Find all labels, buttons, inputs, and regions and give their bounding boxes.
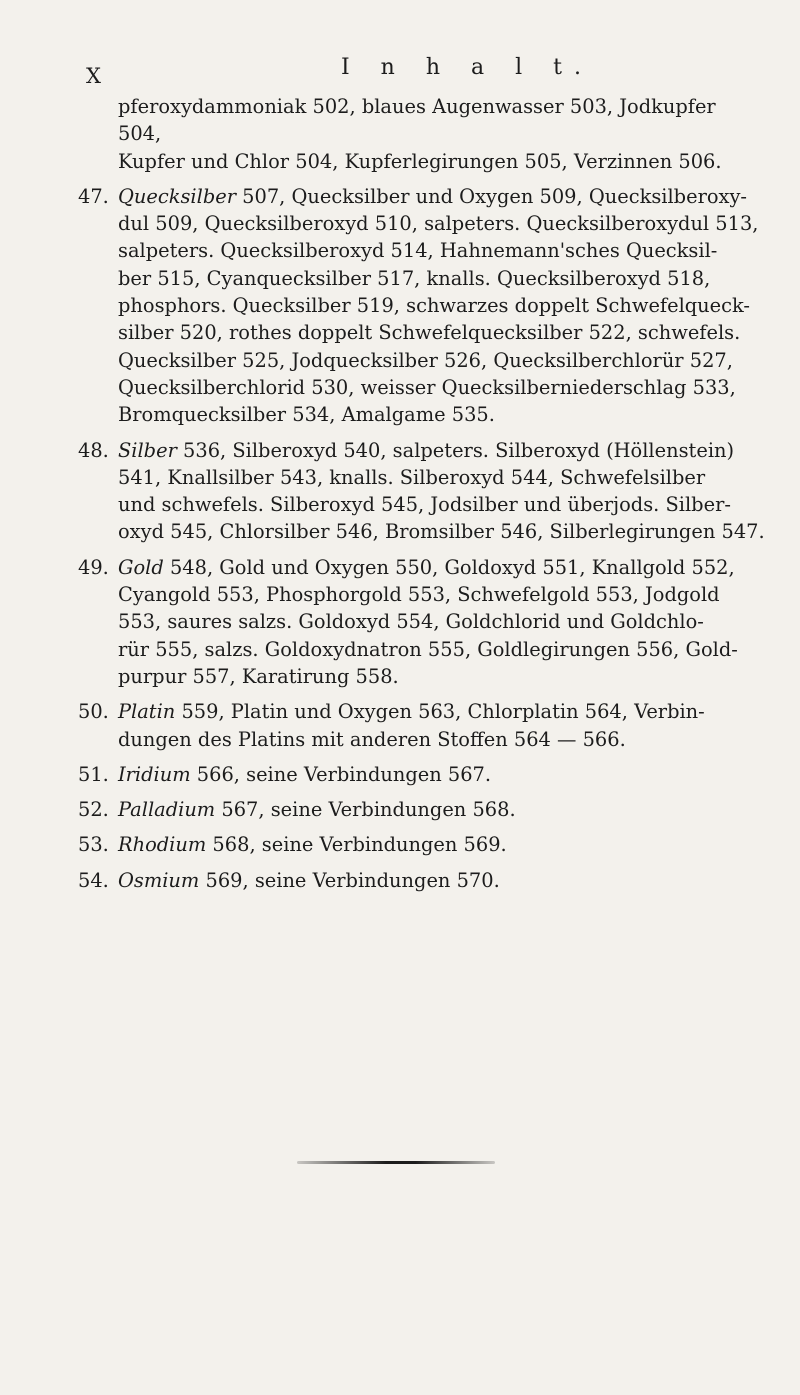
toc-entry xyxy=(78,831,758,858)
toc-line: Kupfer und Chlor 504, Kupferlegirungen 505, Verzinnen 506. xyxy=(118,149,722,173)
entry-number: 51. xyxy=(78,762,109,786)
page-number: X xyxy=(86,64,101,88)
entry-text: dungen des Platins mit anderen Stoffen 564 — 566. xyxy=(118,727,626,751)
entry-subject: Osmium xyxy=(118,868,200,892)
entry-text: 567, seine Verbindungen 568. xyxy=(215,798,516,822)
toc-line xyxy=(118,831,758,858)
entry-number: 49. xyxy=(78,555,109,579)
entry-subject: Rhodium xyxy=(118,833,207,857)
entry-text: und schwefels. Silberoxyd 545, Jodsilber und überjods. Silber- xyxy=(118,493,731,517)
entry-text: 568, seine Verbindungen 569. xyxy=(206,833,507,857)
entry-text: 536, Silberoxyd 540, salpeters. Silberoxyd (Höllenstein) xyxy=(176,438,735,462)
entry-text: 559, Platin und Oxygen 563, Chlorplatin 564, Verbin- xyxy=(175,700,705,724)
table-of-contents xyxy=(78,93,765,902)
entry-text: Quecksilber 525, Jodquecksilber 526, Quecksilberchlorür 527, xyxy=(118,348,733,372)
entry-number: 48. xyxy=(78,438,109,462)
toc-entry xyxy=(78,183,758,429)
entry-text: salpeters. Quecksilberoxyd 514, Hahnemann'sches Quecksil- xyxy=(118,239,718,263)
toc-line xyxy=(118,663,758,690)
toc-line xyxy=(118,374,758,401)
toc-entry xyxy=(78,761,758,788)
toc-line xyxy=(118,581,758,608)
entry-text: 566, seine Verbindungen 567. xyxy=(190,762,492,786)
toc-line xyxy=(118,491,758,518)
entry-text: Cyangold 553, Phosphorgold 553, Schwefelgold 553, Jodgold xyxy=(118,583,720,607)
entry-text: Quecksilberchlorid 530, weisser Quecksilberniederschlag 533, xyxy=(118,375,736,399)
entry-text: oxyd 545, Chlorsilber 546, Bromsilber 546, Silberlegirungen 547. xyxy=(118,520,765,544)
entry-text: 569, seine Verbindungen 570. xyxy=(199,868,500,892)
toc-entry xyxy=(78,554,758,690)
toc-line xyxy=(118,518,765,545)
entry-text: 548, Gold und Oxygen 550, Goldoxyd 551, Knallgold 552, xyxy=(163,555,735,579)
entry-number: 50. xyxy=(78,700,109,724)
entry-text: Bromquecksilber 534, Amalgame 535. xyxy=(118,403,495,427)
toc-line xyxy=(118,210,758,237)
entry-text: 507, Quecksilber und Oxygen 509, Quecksilberoxy- xyxy=(235,184,747,208)
toc-line xyxy=(118,292,758,319)
end-rule xyxy=(297,1161,495,1164)
entry-text: dul 509, Quecksilberoxyd 510, salpeters. Quecksilberoxydul 513, xyxy=(118,212,759,236)
entry-subject: Quecksilber xyxy=(118,184,236,208)
entry-text: 553, saures salzs. Goldoxyd 554, Goldchlorid und Goldchlo- xyxy=(118,610,704,634)
entry-text: silber 520, rothes doppelt Schwefelquecksilber 522, schwefels. xyxy=(118,321,741,345)
running-head-title: I n h a l t. xyxy=(341,55,593,80)
entry-subject: Iridium xyxy=(118,762,191,786)
entry-text: phosphors. Quecksilber 519, schwarzes doppelt Schwefelqueck- xyxy=(118,294,750,318)
entry-subject: Gold xyxy=(118,555,164,579)
toc-line xyxy=(118,608,758,635)
toc-line xyxy=(118,265,758,292)
toc-line xyxy=(118,319,758,346)
entry-subject: Palladium xyxy=(118,798,216,822)
toc-line xyxy=(118,796,758,823)
entry-number: 47. xyxy=(78,184,109,208)
toc-entry xyxy=(78,867,758,894)
entry-number: 52. xyxy=(78,798,109,822)
toc-line xyxy=(118,636,758,663)
entry-number: 54. xyxy=(78,868,109,892)
entry-subject: Silber xyxy=(118,438,177,462)
toc-line xyxy=(118,726,758,753)
toc-continuation xyxy=(78,93,758,175)
entry-number: 53. xyxy=(78,833,109,857)
toc-line xyxy=(118,698,758,725)
entry-text: rür 555, salzs. Goldoxydnatron 555, Goldlegirungen 556, Gold- xyxy=(118,637,738,661)
toc-entry xyxy=(78,698,758,753)
toc-entry xyxy=(78,437,765,546)
toc-line xyxy=(118,183,758,210)
entry-text: ber 515, Cyanquecksilber 517, knalls. Quecksilberoxyd 518, xyxy=(118,266,711,290)
toc-line xyxy=(118,554,758,581)
entry-text: 541, Knallsilber 543, knalls. Silberoxyd 544, Schwefelsilber xyxy=(118,465,706,489)
toc-line xyxy=(118,867,758,894)
toc-entry xyxy=(78,796,758,823)
toc-line xyxy=(118,401,758,428)
toc-line xyxy=(118,437,758,464)
entry-text: purpur 557, Karatirung 558. xyxy=(118,664,399,688)
toc-line xyxy=(118,464,758,491)
toc-line xyxy=(118,237,758,264)
entry-subject: Platin xyxy=(118,700,176,724)
toc-line: pferoxydammoniak 502, blaues Augenwasser 503, Jodkupfer 504, xyxy=(118,95,716,146)
toc-line xyxy=(118,761,758,788)
toc-line xyxy=(118,347,758,374)
